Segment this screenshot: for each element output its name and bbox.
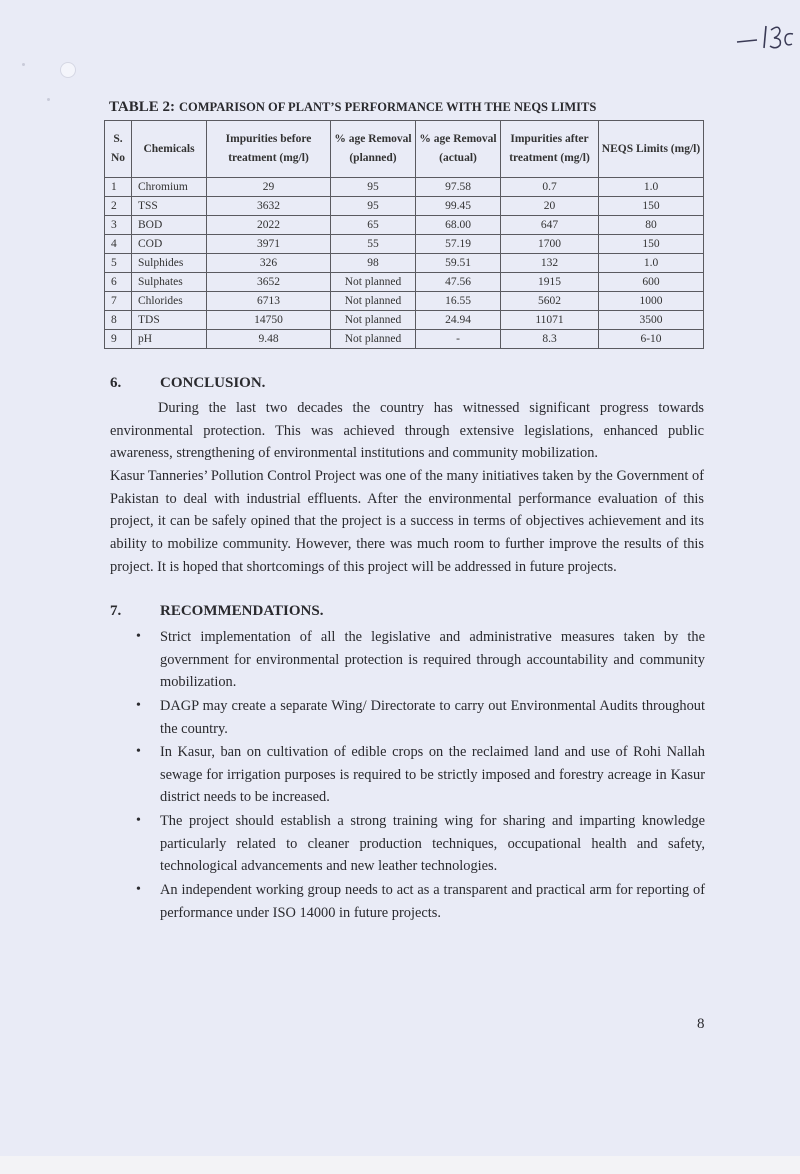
section-number: 6. — [110, 375, 122, 391]
table-cell: 6-10 — [599, 330, 704, 349]
table-cell: 8.3 — [501, 330, 599, 349]
conclusion-paragraph: Kasur Tanneries’ Pollution Control Project was one of the many initiatives taken by the Government of Pakistan to deal with industrial effluents. After the environmental performance evaluation of this project, it can be safely opined that the project is a success in terms of objectives achievement and its ability to mobilize community. However, there was much room to further improve the results of this project. It is hoped that shortcomings of this project will be addressed in future projects. — [110, 468, 704, 575]
table-cell: 326 — [207, 254, 331, 273]
table-cell: 2 — [105, 197, 132, 216]
table-cell: 47.56 — [416, 273, 501, 292]
table-cell: Not planned — [331, 273, 416, 292]
table-cell: 6713 — [207, 292, 331, 311]
column-header: NEQS Limits (mg/l) — [599, 121, 704, 178]
table-cell: - — [416, 330, 501, 349]
table-row — [105, 197, 704, 216]
table-cell: BOD — [132, 216, 207, 235]
table-cell: 99.45 — [416, 197, 501, 216]
table-cell: 65 — [331, 216, 416, 235]
table-title — [109, 98, 596, 116]
bullet-icon: • — [136, 744, 141, 759]
table-cell: 98 — [331, 254, 416, 273]
column-header: S. No — [105, 121, 132, 178]
table-cell: 4 — [105, 235, 132, 254]
list-item — [136, 741, 705, 809]
table-row — [105, 273, 704, 292]
table-cell: 11071 — [501, 311, 599, 330]
table-cell: 2022 — [207, 216, 331, 235]
table-cell: 3500 — [599, 311, 704, 330]
handwritten-130-icon — [735, 18, 797, 52]
table-title-lead: TABLE 2: — [109, 99, 175, 115]
table-row — [105, 178, 704, 197]
column-header: % age Removal (planned) — [331, 121, 416, 178]
table-cell: Not planned — [331, 330, 416, 349]
scan-speck — [22, 63, 25, 66]
table-cell: 68.00 — [416, 216, 501, 235]
scan-edge — [0, 1156, 800, 1174]
list-item-text: Strict implementation of all the legislative and administrative measures taken by the government for environmental protection is required through accountability and community mobilization. — [160, 629, 705, 691]
table-cell: 55 — [331, 235, 416, 254]
table-cell: 8 — [105, 311, 132, 330]
column-header: Impurities after treatment (mg/l) — [501, 121, 599, 178]
section-title: RECOMMENDATIONS. — [160, 603, 324, 619]
table-cell: TDS — [132, 311, 207, 330]
table-row — [105, 330, 704, 349]
table-cell: 1700 — [501, 235, 599, 254]
table-title-text: COMPARISON OF PLANT’S PERFORMANCE WITH THE NEQS LIMITS — [178, 100, 597, 114]
handwritten-page-mark — [735, 18, 797, 52]
table-cell: 0.7 — [501, 178, 599, 197]
bullet-icon: • — [136, 698, 141, 713]
table-row — [105, 235, 704, 254]
table-row — [105, 292, 704, 311]
list-item — [136, 810, 705, 878]
table-row — [105, 311, 704, 330]
table-cell: Chromium — [132, 178, 207, 197]
table-cell: 150 — [599, 235, 704, 254]
table-cell: TSS — [132, 197, 207, 216]
list-item-text: In Kasur, ban on cultivation of edible crops on the reclaimed land and use of Rohi Nallah sewage for irrigation purposes is required to be strictly imposed and forestry acreage in Kasur district needs to be increased. — [160, 744, 705, 806]
table-cell: Chlorides — [132, 292, 207, 311]
table-cell: 3 — [105, 216, 132, 235]
table-row — [105, 216, 704, 235]
section-number: 7. — [110, 603, 122, 619]
table-cell: 3971 — [207, 235, 331, 254]
table-cell: 7 — [105, 292, 132, 311]
table-cell: 20 — [501, 197, 599, 216]
table-cell: 24.94 — [416, 311, 501, 330]
table-cell: 14750 — [207, 311, 331, 330]
table-cell: COD — [132, 235, 207, 254]
performance-table — [104, 120, 704, 349]
list-item — [136, 695, 705, 740]
punch-hole-mark — [60, 62, 76, 78]
conclusion-paragraph: During the last two decades the country has witnessed significant progress towards environmental protection. This was achieved through extensive legislations, enhanced public awareness, strengthening of environmental institutions and community mobilization. — [110, 400, 704, 462]
table-cell: 29 — [207, 178, 331, 197]
bullet-icon: • — [136, 629, 141, 644]
column-header: Chemicals — [132, 121, 207, 178]
bullet-icon: • — [136, 813, 141, 828]
table-cell: 647 — [501, 216, 599, 235]
table-cell: 1915 — [501, 273, 599, 292]
table-cell: Not planned — [331, 292, 416, 311]
table-cell: Sulphides — [132, 254, 207, 273]
list-item-text: The project should establish a strong training wing for sharing and imparting knowledge particularly related to cleaner production techniques, occupational health and safety, technological advancements and new leather technologies. — [160, 813, 705, 875]
table-cell: 132 — [501, 254, 599, 273]
table-cell: 59.51 — [416, 254, 501, 273]
table-cell: 150 — [599, 197, 704, 216]
table-cell: pH — [132, 330, 207, 349]
column-header: % age Removal (actual) — [416, 121, 501, 178]
table-cell: 95 — [331, 178, 416, 197]
scan-speck — [47, 98, 50, 101]
table-cell: 5602 — [501, 292, 599, 311]
table-cell: 5 — [105, 254, 132, 273]
table-row — [105, 254, 704, 273]
table-cell: 6 — [105, 273, 132, 292]
table-cell: 16.55 — [416, 292, 501, 311]
list-item-text: DAGP may create a separate Wing/ Directorate to carry out Environmental Audits throughout the country. — [160, 698, 705, 737]
section-title: CONCLUSION. — [160, 375, 266, 391]
table-cell: 3632 — [207, 197, 331, 216]
list-item — [136, 879, 705, 924]
table-cell: 1000 — [599, 292, 704, 311]
table-cell: 80 — [599, 216, 704, 235]
table-cell: 95 — [331, 197, 416, 216]
table-header-row — [105, 121, 704, 178]
table-cell: 9.48 — [207, 330, 331, 349]
column-header: Impurities before treatment (mg/l) — [207, 121, 331, 178]
table-cell: 3652 — [207, 273, 331, 292]
table-cell: 1.0 — [599, 254, 704, 273]
list-item-text: An independent working group needs to act as a transparent and practical arm for reporting of performance under ISO 14000 in future projects. — [160, 882, 705, 921]
table-cell: 9 — [105, 330, 132, 349]
table-cell: 1.0 — [599, 178, 704, 197]
table-cell: Not planned — [331, 311, 416, 330]
bullet-icon: • — [136, 882, 141, 897]
table-cell: 1 — [105, 178, 132, 197]
list-item — [136, 626, 705, 694]
page-number: 8 — [697, 1016, 705, 1032]
table-cell: 600 — [599, 273, 704, 292]
table-cell: 97.58 — [416, 178, 501, 197]
table-cell: 57.19 — [416, 235, 501, 254]
table-cell: Sulphates — [132, 273, 207, 292]
